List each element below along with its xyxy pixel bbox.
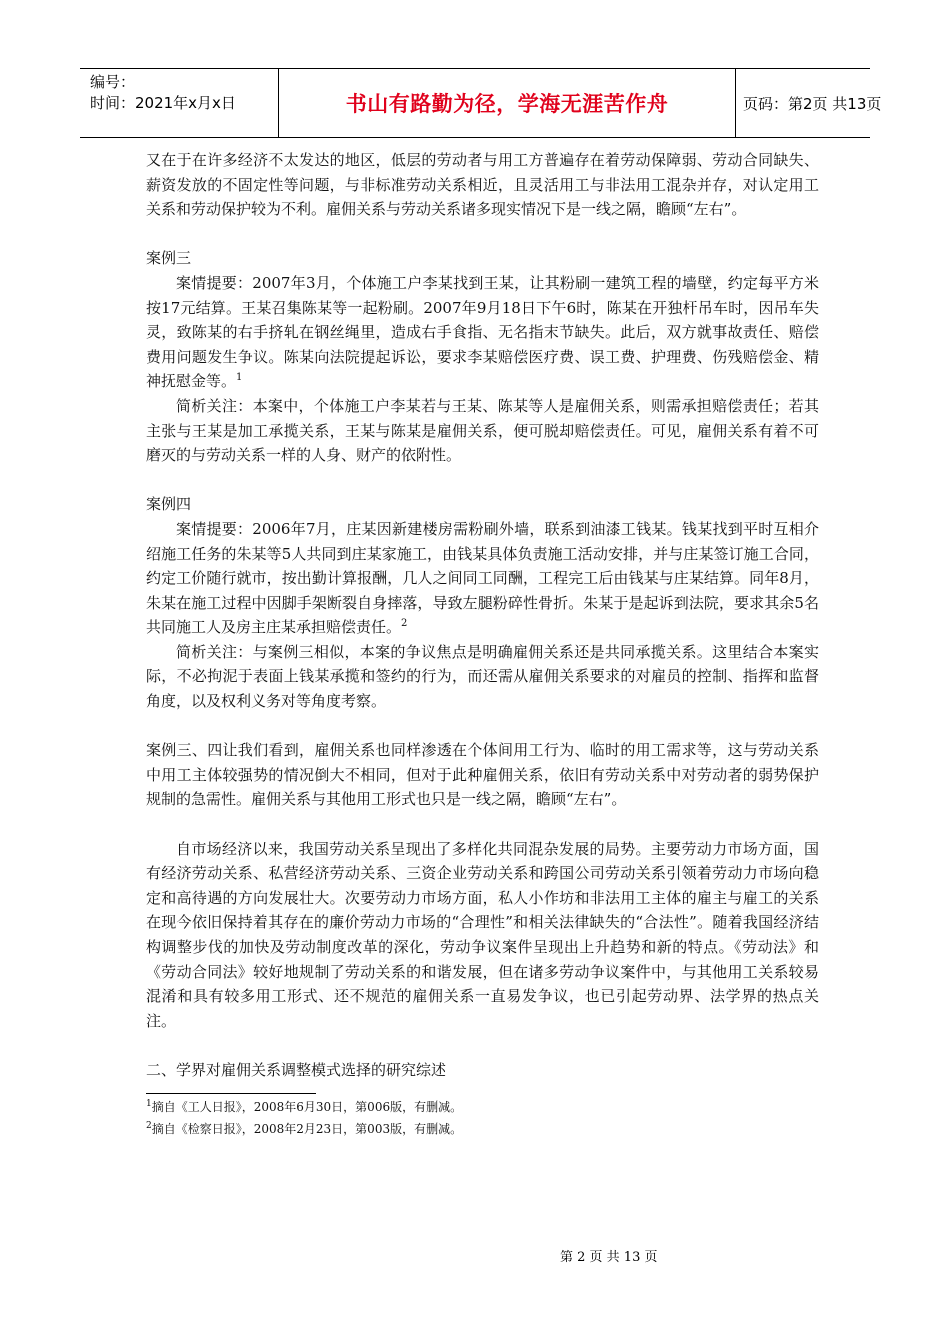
number-label: 编号： xyxy=(90,73,136,91)
section-heading: 二、学界对雇佣关系调整模式选择的研究综述 xyxy=(146,1060,447,1079)
time-label: 时间：2021年x月x日 xyxy=(90,94,236,112)
header-page-info: 页码：第2页 共13页 xyxy=(743,94,882,113)
paragraph: 案情提要：2007年3月，个体施工户李某找到王某，让其粉刷一建筑工程的墙壁，约定每平方米按17元结算。王某召集陈某等一起粉刷。2007年9月18日下午6时，陈某在开独杆吊车时，因吊车失灵，致陈某的右手挤轧在钢丝绳里，造成右手食指、无名指末节缺失。此后，双方就事故责任、赔偿费用问题发生争议。陈某向法院提起诉讼，要求李某赔偿医疗费、误工费、护理费、伤残赔偿金、精神抚慰金等。$^1$ xyxy=(146,273,819,391)
case-heading: 案例三 xyxy=(146,249,192,268)
page-header xyxy=(80,68,882,138)
paragraph: 自市场经济以来，我国劳动关系呈现出了多样化共同混杂发展的局势。主要劳动力市场方面，国有经济劳动关系、私营经济劳动关系、三资企业劳动关系和跨国公司劳动关系引领着劳动力市场向稳定和高待遇的方向发展壮大。次要劳动力市场方面，私人小作坊和非法用工主体的雇主与雇工的关系在现今依旧保持着其存在的廉价劳动力市场的“合理性”和相关法律缺失的“合法性”。随着我国经济结构调整步伐的加快及劳动制度改革的深化，劳动争议案件呈现出上升趋势和新的特点。《劳动法》和《劳动合同法》较好地规制了劳动关系的和谐发展，但在诸多劳动争议案件中，与其他用工关系较易混淆和具有较多用工形式、还不规范的雇佣关系一直易发争议，也已引起劳动界、法学界的热点关注。 xyxy=(146,839,819,1030)
header-page-cell xyxy=(735,69,882,137)
header-meta xyxy=(80,69,278,137)
paragraph: 简析关注：本案中，个体施工户李某若与王某、陈某等人是雇佣关系，则需承担赔偿责任；若其主张与王某是加工承揽关系，王某与陈某是雇佣关系，便可脱却赔偿责任。可见，雇佣关系有着不可磨灭的与劳动关系一样的人身、财产的依附性。 xyxy=(146,396,819,465)
footnote: $^1$摘自《工人日报》，2008年6月30日，第006版，有删减。 xyxy=(146,1098,463,1114)
motto: 书山有路勤为径，学海无涯苦作舟 xyxy=(345,92,669,116)
document-body xyxy=(146,148,819,1138)
case-heading: 案例四 xyxy=(146,495,192,514)
footnote-ref: 2 xyxy=(401,618,408,630)
header-motto-cell xyxy=(278,69,736,137)
paragraph: 简析关注：与案例三相似，本案的争议焦点是明确雇佣关系还是共同承揽关系。这里结合本案实际，不必拘泥于表面上钱某承揽和签约的行为，而还需从雇佣关系要求的对雇员的控制、指挥和监督角度，以及权利义务对等角度考察。 xyxy=(146,642,819,711)
footnote-separator xyxy=(146,1093,316,1094)
footnote: $^2$摘自《检察日报》，2008年2月23日，第003版，有删减。 xyxy=(146,1120,463,1136)
paragraph: 又在于在许多经济不太发达的地区，低层的劳动者与用工方普遍存在着劳动保障弱、劳动合同缺失、薪资发放的不固定性等问题，与非标准劳动关系相近，且灵活用工与非法用工混杂并存，对认定用工关系和劳动保护较为不利。雇佣关系与劳动关系诸多现实情况下是一线之隔，瞻顾“左右”。 xyxy=(146,151,819,219)
footnote-ref: 1 xyxy=(236,372,243,384)
page-number: 第 2 页 共 13 页 xyxy=(560,1250,658,1265)
paragraph: 案例三、四让我们看到，雇佣关系也同样渗透在个体间用工行为、临时的用工需求等，这与劳动关系中用工主体较强势的情况倒大不相同，但对于此种雇佣关系，依旧有劳动关系中对劳动者的弱势保护规制的急需性。雇佣关系与其他用工形式也只是一线之隔，瞻顾“左右”。 xyxy=(146,741,819,809)
paragraph: 案情提要：2006年7月，庄某因新建楼房需粉刷外墙，联系到油漆工钱某。钱某找到平时互相介绍施工任务的朱某等5人共同到庄某家施工，由钱某具体负责施工活动安排，并与庄某签订施工合同，约定工价随行就市，按出勤计算报酬，几人之间同工同酬，工程完工后由钱某与庄某结算。同年8月，朱某在施工过程中因脚手架断裂自身摔落，导致左腿粉碎性骨折。朱某于是起诉到法院，要求其余5名共同施工人及房主庄某承担赔偿责任。$^2$ xyxy=(146,519,819,637)
